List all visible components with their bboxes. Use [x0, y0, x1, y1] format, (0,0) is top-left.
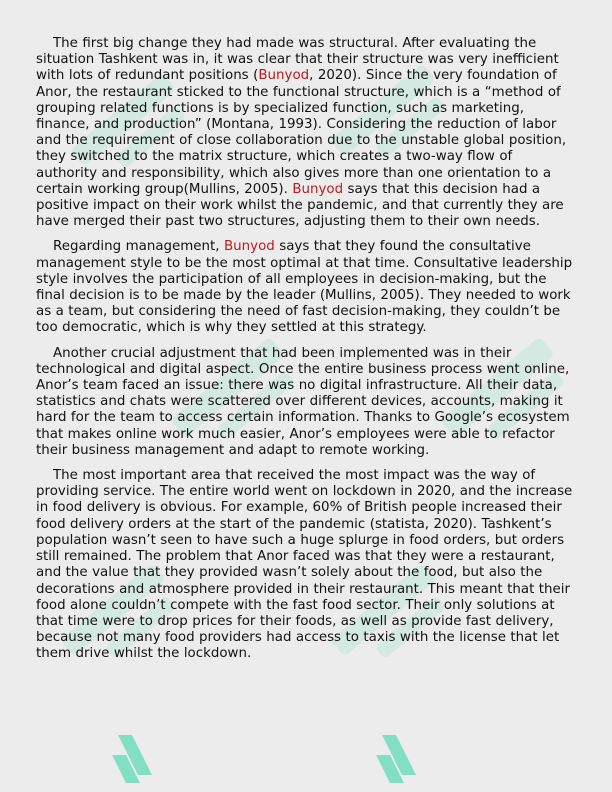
watermark-mark-icon [376, 735, 416, 783]
highlighted-name: Bunyod [258, 68, 310, 84]
highlighted-name: Bunyod [292, 181, 344, 197]
paragraph [36, 346, 576, 459]
paragraph-text: Regarding management, [53, 239, 224, 255]
document-body [36, 36, 576, 672]
highlighted-name: Bunyod [224, 239, 275, 255]
watermark-mark-icon [112, 735, 152, 783]
paragraph-text: The first big change they had made was structural. After evaluating the situation Tashkent was in, it was clear that their structure was very inefficient with lots of redundant positions ( [36, 36, 559, 84]
paragraph [36, 468, 576, 662]
paragraph-text: Another crucial adjustment that had been implemented was in their technological and digital aspect. Once the entire business process went online, Anor’s team faced an issue: there was no digital infrastructure. All their data, statistics and chats were scattered over different devices, accounts, making it hard for the team to access certain information. Thanks to Google’s ecosystem that makes online work much easier, Anor’s employees were able to refactor their business management and adapt to remote working. [36, 345, 570, 458]
paragraph-text: , 2020). Since the very foundation of Anor, the restaurant sticked to the functional structure, which is a “method of grouping related functions is by specialized function, such as marketing, finance, and production” (Montana, 1993). Considering the reduction of labor and the requirement of close collaboration due to the unstable global position, they switched to the matrix structure, which creates a two-way flow of authority and responsibility, which also gives more than one orientation to a certain working group(Mullins, 2005). [36, 68, 567, 197]
paragraph [36, 239, 576, 336]
paragraph [36, 36, 576, 230]
paragraph-text: The most important area that received the most impact was the way of providing service. The entire world went on lockdown in 2020, and the increase in food delivery is obvious. For example, 60% of British people increased their food delivery orders at the start of the pandemic (statista, 2020). Tashkent’s population wasn’t seen to have such a huge splurge in food orders, but orders still remained. The problem that Anor faced was that they were a restaurant, and the value that they provided wasn’t solely about the food, but also the decorations and atmosphere provided in their restaurant. This meant that their food alone couldn’t compete with the fast food sector. Their only solutions at that time were to drop prices for their foods, as well as provide fast delivery, because not many food providers had access to taxis with the license that let them drive whilst the lockdown. [36, 468, 573, 662]
paragraph-text: says that they found the consultative management style to be the most optimal at that time. Consultative leadership style involves the participation of all employees in decision-making, but the final decision is to be made by the leader (Mullins, 2005). They needed to work as a team, but considering the need of fast decision-making, they couldn’t be too democratic, which is why they settled at this strategy. [36, 239, 573, 336]
paragraph-text: says that this decision had a positive impact on their work whilst the pandemic, and that currently they are have merged their past two structures, adjusting them to their own needs. [36, 181, 564, 230]
